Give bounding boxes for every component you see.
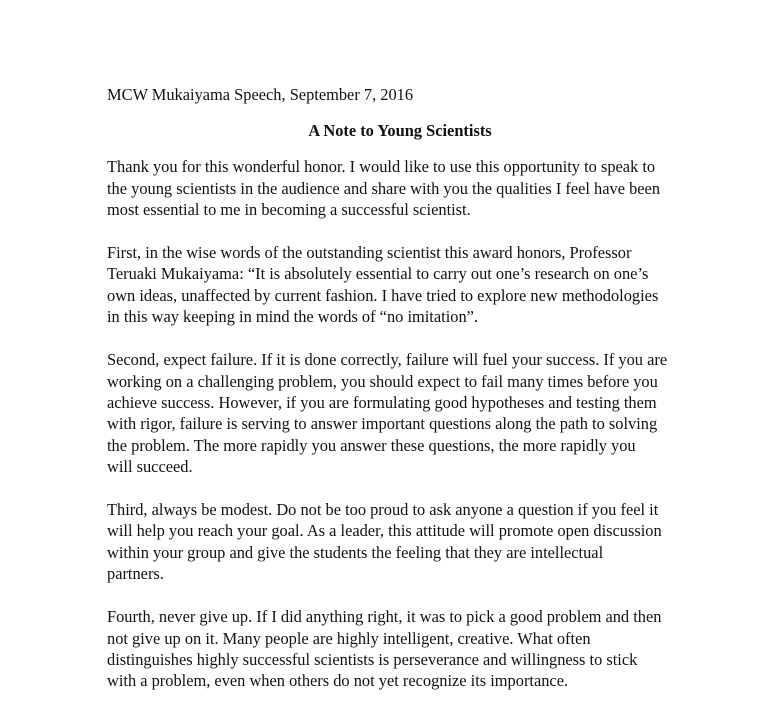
paragraph-line: will succeed. [107,456,193,476]
paragraph-line: Fourth, never give up. If I did anything right, it was to pick a good problem and then [107,607,662,627]
paragraph-line: the problem. The more rapidly you answer these questions, the more rapidly you [107,435,636,455]
paragraph-first [107,242,707,327]
document-title: A Note to Young Scientists [308,121,492,140]
paragraph-line: own ideas, unaffected by current fashion. I have tried to explore new methodologies [107,285,659,305]
paragraph-line: First, in the wise words of the outstanding scientist this award honors, Professor [107,243,632,263]
paragraph-line: Second, expect failure. If it is done correctly, failure will fuel your success. If you are [107,350,668,370]
paragraph-line: within your group and give the students the feeling that they are intellectual [107,542,604,562]
paragraph-fourth [107,606,707,691]
paragraph-line: not give up on it. Many people are highly intelligent, creative. What often [107,628,591,648]
paragraph-line: most essential to me in becoming a successful scientist. [107,199,471,219]
document-page [107,84,707,692]
paragraph-line: will help you reach your goal. As a leader, this attitude will promote open discussion [107,521,662,541]
paragraph-line: the young scientists in the audience and share with you the qualities I feel have been [107,178,661,198]
paragraph-line: with a problem, even when others do not yet recognize its importance. [107,671,569,691]
paragraph-second [107,349,707,477]
paragraph-thanks [107,156,707,220]
paragraph-line: distinguishes highly successful scientists is perseverance and willingness to stick [107,649,638,669]
paragraph-third [107,499,707,584]
paragraph-line: in this way keeping in mind the words of “no imitation”. [107,307,479,327]
paragraph-line: partners. [107,564,164,584]
paragraph-line: Thank you for this wonderful honor. I would like to use this opportunity to speak to [107,157,656,177]
paragraph-line: Teruaki Mukaiyama: “It is absolutely essential to carry out one’s research on one’s [107,264,649,284]
document-header: MCW Mukaiyama Speech, September 7, 2016 [107,85,414,104]
paragraph-line: with rigor, failure is serving to answer important questions along the path to solving [107,414,658,434]
paragraph-line: working on a challenging problem, you should expect to fail many times before you [107,371,658,391]
paragraph-line: achieve success. However, if you are formulating good hypotheses and testing them [107,392,657,412]
paragraph-line: Third, always be modest. Do not be too proud to ask anyone a question if you feel it [107,500,659,520]
